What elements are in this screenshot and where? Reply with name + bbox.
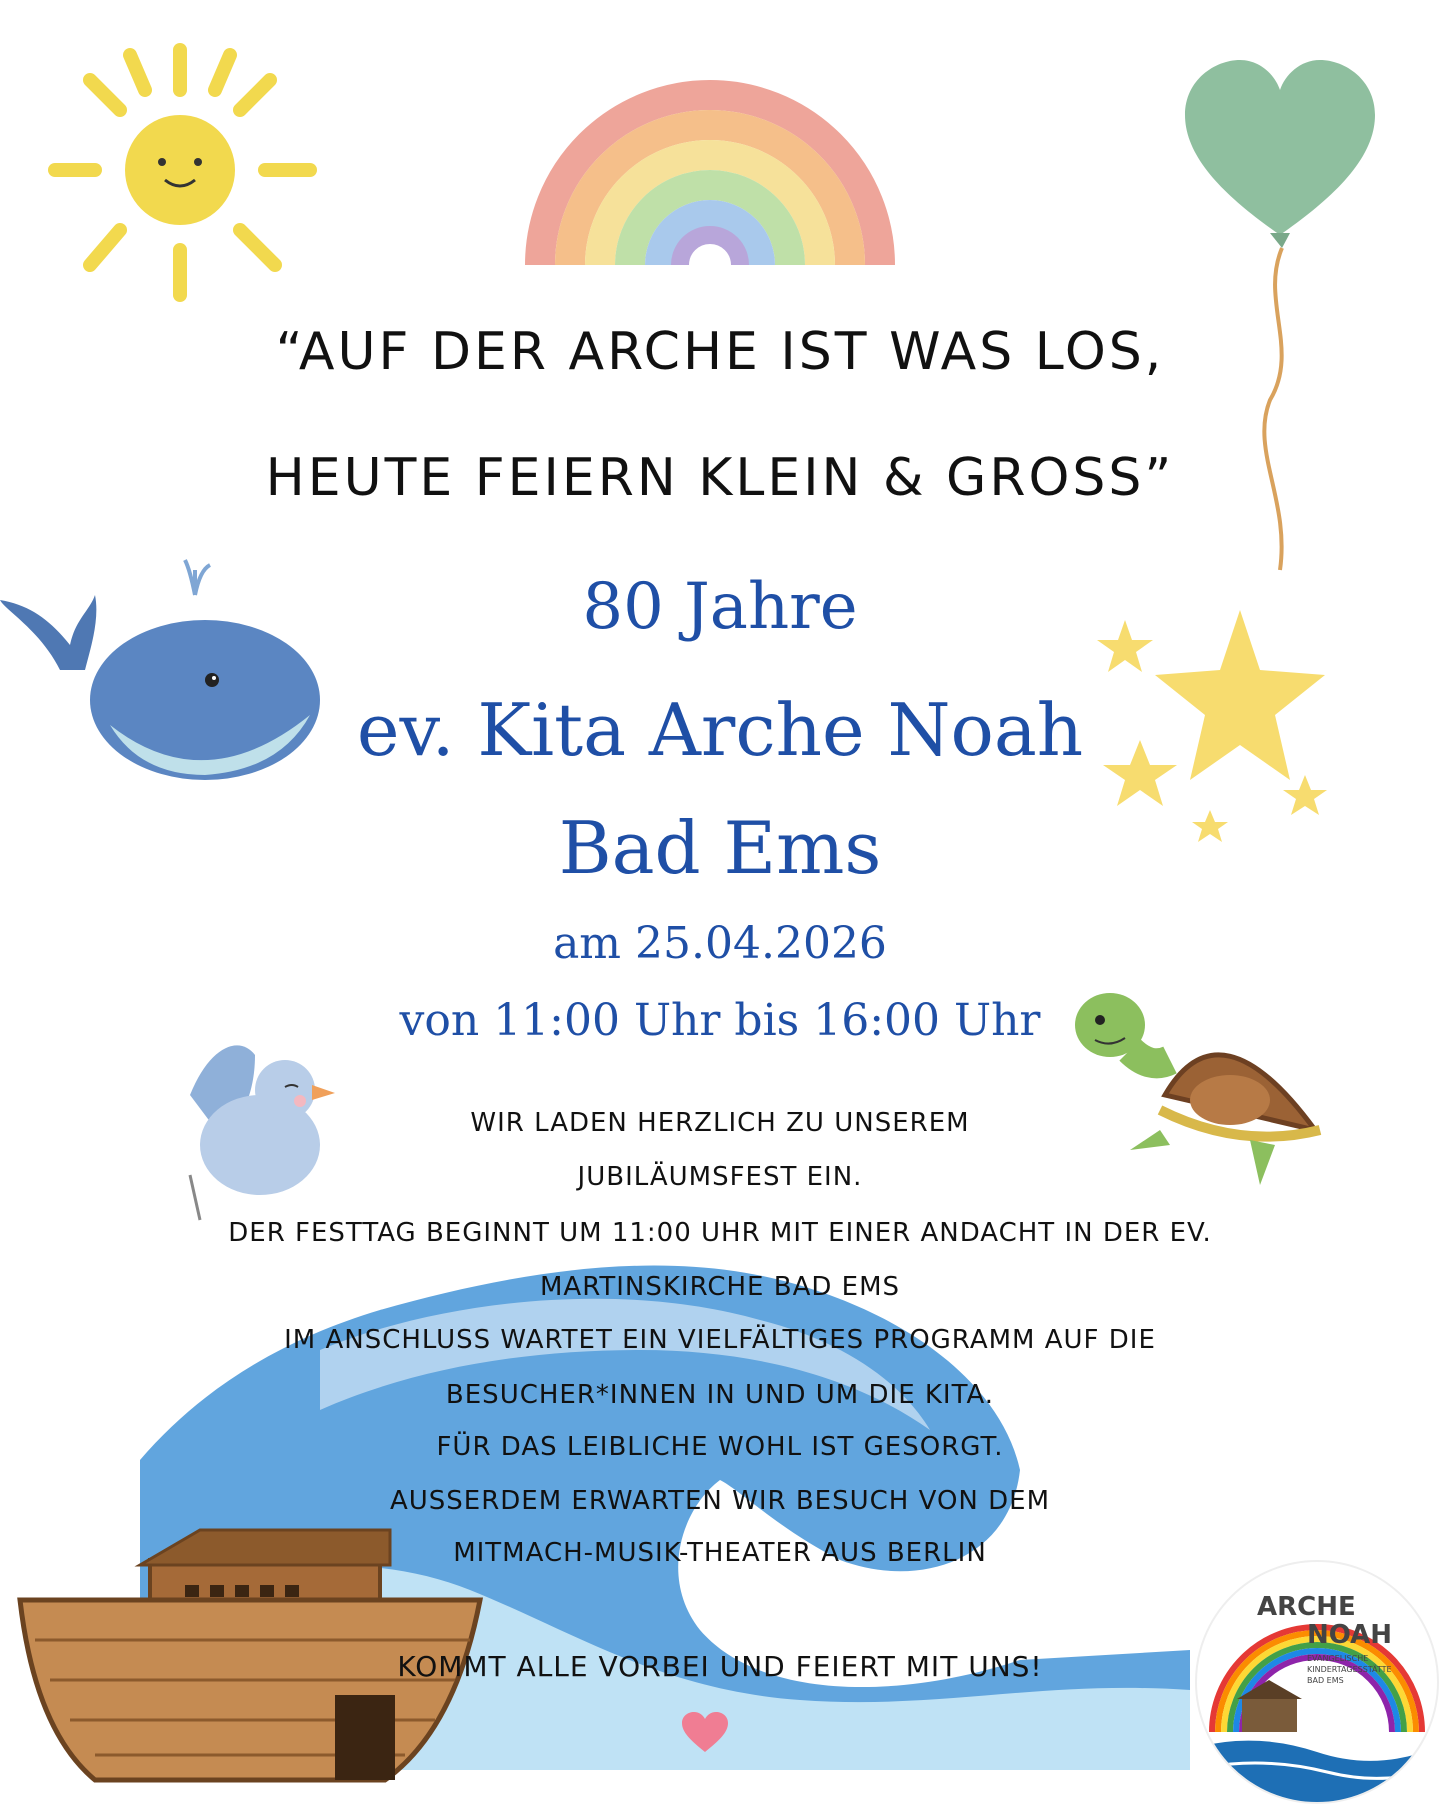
title-anniversary: 80 Jahre	[582, 570, 858, 644]
body-line: JUBILÄUMSFEST EIN.	[577, 1162, 863, 1192]
body-line: FÜR DAS LEIBLICHE WOHL IST GESORGT.	[436, 1432, 1004, 1462]
heart-icon	[680, 1710, 730, 1755]
slogan-line-1: “AUF DER ARCHE IST WAS LOS,	[275, 322, 1165, 382]
logo-title-1: ARCHE	[1257, 1592, 1356, 1622]
sun-illustration	[30, 20, 330, 320]
logo-sub-2: KINDERTAGESSTÄTTE	[1307, 1665, 1392, 1674]
title-location: Bad Ems	[558, 806, 882, 890]
title-kita-name: ev. Kita Arche Noah	[356, 688, 1084, 772]
body-line: IM ANSCHLUSS WARTET EIN VIELFÄLTIGES PROGRAMM AUF DIE	[284, 1325, 1156, 1355]
body-line: AUSSERDEM ERWARTEN WIR BESUCH VON DEM	[389, 1486, 1051, 1516]
body-line: BESUCHER*INNEN IN UND UM DIE KITA.	[445, 1380, 995, 1410]
logo-title-2: NOAH	[1307, 1620, 1393, 1650]
event-time: von 11:00 Uhr bis 16:00 Uhr	[399, 995, 1041, 1046]
rainbow-illustration	[520, 30, 900, 270]
body-line: WIR LADEN HERZLICH ZU UNSEREM	[470, 1108, 970, 1138]
body-line: DER FESTTAG BEGINNT UM 11:00 UHR MIT EINER ANDACHT IN DER EV.	[228, 1218, 1212, 1248]
body-line: MITMACH-MUSIK-THEATER AUS BERLIN	[453, 1538, 987, 1568]
logo-sub-3: BAD EMS	[1307, 1676, 1344, 1685]
logo-sub-1: EVANGELISCHE	[1307, 1654, 1369, 1663]
body-line: MARTINSKIRCHE BAD EMS	[539, 1272, 901, 1302]
closing-line: KOMMT ALLE VORBEI UND FEIERT MIT UNS!	[397, 1650, 1043, 1683]
slogan-line-2: HEUTE FEIERN KLEIN & GROSS”	[265, 448, 1175, 508]
event-date: am 25.04.2026	[553, 918, 887, 969]
